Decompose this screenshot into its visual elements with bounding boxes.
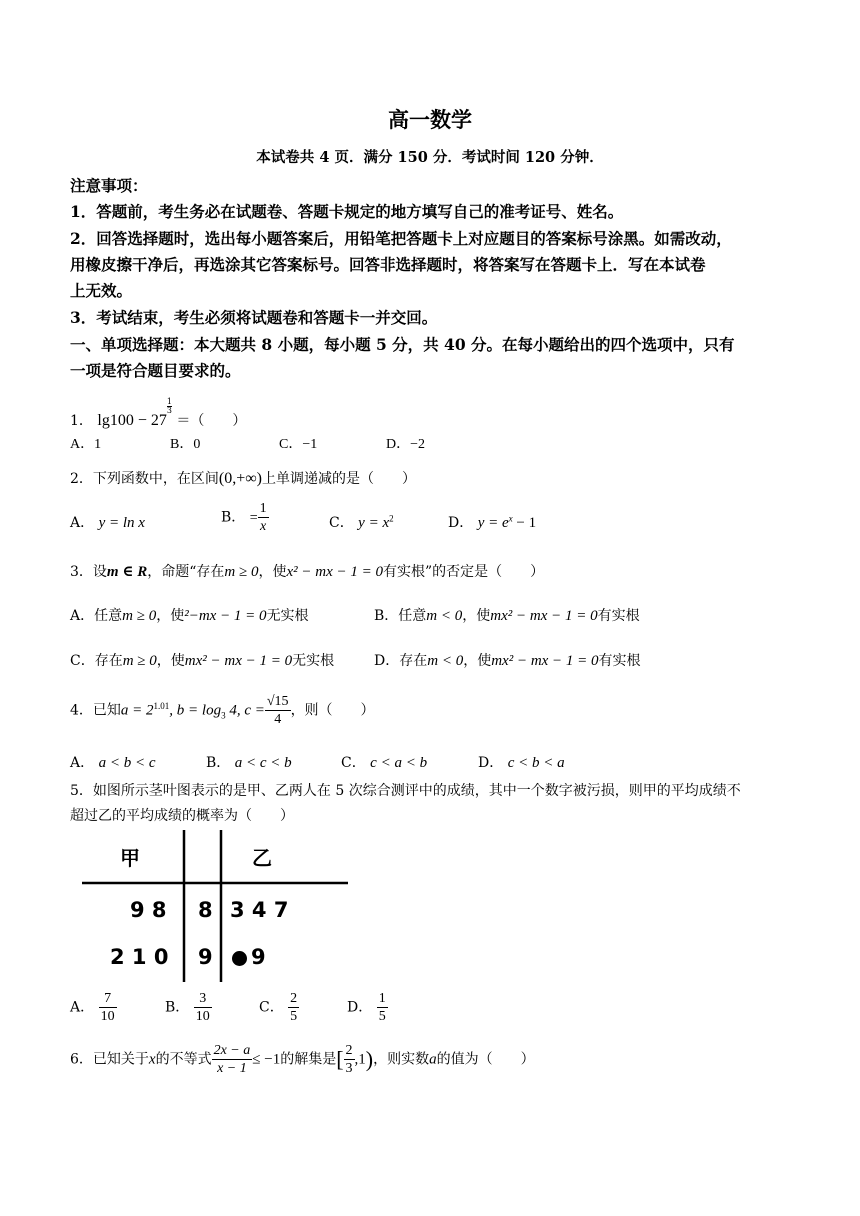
- c-fraction: [265, 693, 291, 728]
- smudged-digit-dot: [232, 951, 247, 966]
- text-segment: ，使: [258, 564, 287, 580]
- inequality-fraction: [212, 1042, 253, 1077]
- text-segment: ，使: [462, 608, 491, 624]
- option-fraction: [377, 990, 388, 1025]
- row-2-stem: 9: [198, 945, 213, 969]
- text-segment: 有实根”的否定是（ ）: [382, 564, 545, 580]
- option-label: D．: [347, 999, 373, 1016]
- math-segment: ,1: [354, 1051, 366, 1068]
- right-bracket: ): [365, 1046, 374, 1072]
- question-3-option-c: [70, 650, 334, 670]
- question-5-option-a: [70, 990, 117, 1025]
- question-5-stem-line-1: 5．如图所示茎叶图表示的是甲、乙两人在 5 次综合测评中的成绩，其中一个数字被污损，则甲的平均成绩不: [70, 783, 741, 799]
- math-segment: mx² − mx − 1 = 0: [184, 653, 293, 669]
- text-segment: 的解集是: [280, 1051, 337, 1068]
- exponent: 1.01: [153, 700, 170, 711]
- question-2-option-b: [221, 500, 269, 535]
- left-bracket: [: [336, 1046, 344, 1072]
- math-segment: mx² − mx − 1 = 0: [491, 653, 599, 669]
- fraction-denominator: x − 1: [217, 1061, 247, 1076]
- question-4-stem: [70, 693, 375, 728]
- question-5-option-b: [165, 990, 212, 1025]
- text-segment: ，使: [156, 608, 185, 624]
- question-1-option-d: D．−2: [386, 437, 426, 452]
- log-base: 3: [221, 710, 226, 721]
- option-fraction: [258, 500, 269, 535]
- math-segment: a: [429, 1051, 437, 1068]
- option-label: B．: [221, 509, 246, 526]
- exponent-denominator: 3: [166, 406, 172, 415]
- text-segment: ，使: [156, 653, 185, 669]
- fraction-numerator: 3: [194, 990, 212, 1008]
- option-fraction: [99, 990, 117, 1025]
- question-3-option-a: [70, 605, 309, 625]
- option-expression: y = x: [358, 515, 390, 531]
- notice-item-2-line-1: 2．回答选择题时，选出每小题答案后，用铅笔把答题卡上对应题目的答案标号涂黑。如需改动，: [70, 229, 732, 248]
- math-segment: 4, c =: [225, 702, 265, 719]
- option-label: D．: [478, 755, 504, 771]
- question-1-expression: lg100 − 27: [97, 412, 167, 429]
- text-segment: 有实根: [598, 653, 641, 669]
- option-label: C．: [259, 999, 284, 1016]
- header-jia: 甲: [120, 846, 140, 870]
- question-2-interval: (0,+∞): [218, 470, 263, 487]
- row-1-right-leaves: 3 4 7: [230, 898, 289, 922]
- option-expression: a < c < b: [234, 755, 292, 771]
- math-segment: m ≥ 0: [122, 608, 157, 624]
- option-label: B．: [206, 755, 231, 771]
- notice-item-1: 1．答题前，考生务必在试题卷、答题卡规定的地方填写自己的准考证号、姓名。: [70, 202, 624, 221]
- notice-heading: 注意事项：: [70, 176, 148, 195]
- fraction-denominator: 5: [290, 1009, 298, 1024]
- page-title: 高一数学: [388, 107, 472, 132]
- fraction-denominator: 10: [100, 1009, 115, 1024]
- question-4-option-b: [206, 752, 292, 772]
- math-segment: m ≥ 0: [122, 653, 157, 669]
- question-1-tail: ＝（ ）: [176, 413, 247, 429]
- math-segment: x² − mx − 1 = 0: [286, 564, 383, 580]
- fraction-denominator: 10: [195, 1009, 210, 1024]
- text-segment: ，则实数: [373, 1051, 430, 1068]
- option-label: D．: [448, 515, 474, 531]
- fraction-numerator: 7: [99, 990, 117, 1008]
- math-segment: x: [148, 1051, 156, 1068]
- fraction-denominator: 5: [378, 1009, 386, 1024]
- option-expression: a < b < c: [98, 755, 156, 771]
- text-segment: 无实根: [292, 653, 335, 669]
- question-5-stem-line-2: 超过乙的平均成绩的概率为（ ）: [70, 808, 294, 824]
- fraction-numerator: 1: [259, 501, 267, 516]
- text-segment: ，则（ ）: [290, 702, 375, 719]
- option-fraction: [288, 990, 299, 1025]
- section-1-heading-line-1: 一、单项选择题：本大题共 8 小题，每小题 5 分，共 40 分。在每小题给出的四个选项中，只有: [70, 335, 735, 354]
- notice-item-3: 3．考试结束，考生必须将试题卷和答题卡一并交回。: [70, 308, 438, 327]
- row-1-left-leaves: 9 8: [130, 898, 167, 922]
- text-segment: 的值为（ ）: [436, 1051, 535, 1068]
- question-4-option-c: [341, 752, 427, 772]
- text-segment: ，命题“存在: [147, 564, 225, 580]
- option-label: C．: [341, 755, 366, 771]
- fraction-numerator: 2: [290, 991, 298, 1006]
- header-yi: 乙: [252, 846, 272, 870]
- question-1-stem: [70, 398, 246, 430]
- question-1-number: 1．: [70, 413, 93, 429]
- text-segment: B．任意: [374, 608, 427, 624]
- stem-leaf-plot: [80, 828, 370, 988]
- question-2-option-a: [70, 512, 145, 532]
- question-2-option-d: [448, 512, 536, 532]
- question-5-option-d: [347, 990, 388, 1025]
- question-1-option-a: A．1: [70, 437, 102, 452]
- option-equals: =: [249, 510, 258, 526]
- row-2-left-leaves: 2 1 0: [110, 945, 169, 969]
- text-segment: A．任意: [70, 608, 123, 624]
- option-label: A．: [70, 999, 95, 1016]
- fraction-numerator: √15: [266, 694, 289, 709]
- text-segment: D．存在: [374, 653, 428, 669]
- option-label: B．: [165, 999, 190, 1016]
- option-superscript: x: [508, 513, 513, 524]
- math-segment: ≤ −1: [252, 1051, 281, 1068]
- question-5-option-c: [259, 990, 299, 1025]
- option-label: C．: [329, 515, 354, 531]
- text-segment: 的不等式: [155, 1051, 212, 1068]
- notice-item-2-line-2: 用橡皮擦干净后，再选涂其它答案标号。回答非选择题时，将答案写在答题卡上．写在本试卷: [70, 255, 706, 274]
- exponent-numerator: 1: [166, 397, 172, 406]
- text-segment: ，使: [463, 653, 492, 669]
- fraction-numerator: 2x − a: [213, 1043, 251, 1058]
- option-expression: c < a < b: [370, 755, 428, 771]
- fraction-numerator: 2: [345, 1043, 353, 1058]
- option-expression: y = ln x: [98, 515, 145, 531]
- option-fraction: [194, 990, 212, 1025]
- fraction-denominator: 3: [345, 1061, 353, 1076]
- question-2-stem: [70, 468, 416, 488]
- option-tail: − 1: [512, 515, 537, 531]
- text-segment: 有实根: [597, 608, 640, 624]
- option-label: A．: [70, 755, 95, 771]
- math-segment: a = 2: [120, 702, 154, 719]
- option-label: A．: [70, 515, 95, 531]
- fraction-denominator: 4: [274, 712, 282, 727]
- solution-fraction: [344, 1042, 355, 1077]
- question-2-option-c: [329, 512, 394, 532]
- question-4-option-a: [70, 752, 155, 772]
- question-1-option-c: C．−1: [279, 437, 318, 452]
- fraction-denominator: x: [260, 519, 267, 534]
- math-segment: m < 0: [427, 653, 464, 669]
- notice-item-2-line-3: 上无效。: [70, 281, 133, 300]
- text-segment: 3．设: [70, 564, 107, 580]
- math-segment: ²−mx − 1 = 0: [184, 608, 267, 624]
- text-segment: C．存在: [70, 653, 123, 669]
- question-3-option-d: [374, 650, 641, 670]
- math-segment: , b = log: [169, 702, 222, 719]
- question-4-option-d: [478, 752, 565, 772]
- row-2-right-leaves: 9: [251, 945, 266, 969]
- question-1-exponent: [167, 398, 172, 415]
- question-1-option-b: B．0: [170, 437, 201, 452]
- text-segment: 6．已知关于: [70, 1051, 149, 1068]
- question-2-stem-b: 上单调递减的是（ ）: [262, 471, 417, 487]
- option-expression: c < b < a: [507, 755, 565, 771]
- question-6-stem: [70, 1042, 535, 1077]
- math-segment: m < 0: [426, 608, 463, 624]
- fraction-numerator: 1: [378, 991, 386, 1006]
- question-3-option-b: [374, 605, 640, 625]
- question-3-stem: [70, 561, 544, 581]
- text-segment: 无实根: [266, 608, 309, 624]
- option-expression: y = e: [477, 515, 509, 531]
- section-1-heading-line-2: 一项是符合题目要求的。: [70, 361, 241, 380]
- math-segment: m ∈ R: [106, 564, 148, 580]
- math-segment: m ≥ 0: [224, 564, 259, 580]
- row-1-stem: 8: [198, 898, 213, 922]
- math-segment: mx² − mx − 1 = 0: [490, 608, 598, 624]
- option-superscript: 2: [389, 513, 394, 524]
- text-segment: 4．已知: [70, 702, 121, 719]
- exam-info: 本试卷共 4 页．满分 150 分．考试时间 120 分钟．: [256, 149, 604, 166]
- question-2-stem-a: 2．下列函数中，在区间: [70, 471, 219, 487]
